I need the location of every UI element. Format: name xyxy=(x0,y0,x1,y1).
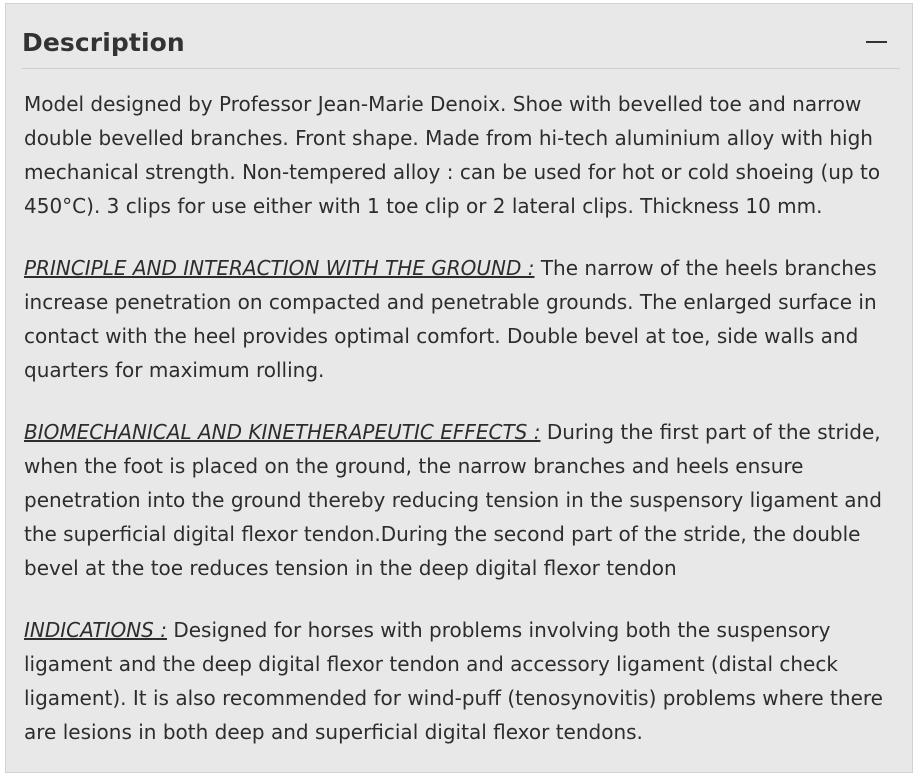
collapse-button[interactable] xyxy=(864,24,892,54)
paragraph-biomechanical xyxy=(24,415,894,585)
paragraph-text: The narrow of the heels branches increase penetration on compacted and penetrable grounds. The enlarged surface in contact with the heel provides optimal comfort. Double bevel at toe, side walls and quarters for maximum rolling. xyxy=(24,256,877,382)
paragraph-label: INDICATIONS : xyxy=(24,618,167,642)
description-title: Description xyxy=(22,28,185,57)
description-body xyxy=(6,69,912,749)
paragraph-text: Designed for horses with problems involving both the suspensory ligament and the deep digital flexor tendon and accessory ligament (distal check ligament). It is also recommended for wind-puff (tenosynovitis) problems where there are lesions in both deep and superficial digital flexor tendons. xyxy=(24,618,883,744)
paragraph-text: Model designed by Professor Jean-Marie Denoix. Shoe with bevelled toe and narrow double bevelled branches. Front shape. Made from hi-tech aluminium alloy with high mechanical strength. Non-tempered alloy : can be used for hot or cold shoeing (up to 450°C). 3 clips for use either with 1 toe clip or 2 lateral clips. Thickness 10 mm. xyxy=(24,92,881,218)
paragraph-principle xyxy=(24,251,894,387)
paragraph-label: BIOMECHANICAL AND KINETHERAPEUTIC EFFECTS : xyxy=(24,420,541,444)
description-header[interactable] xyxy=(22,4,900,69)
description-panel xyxy=(5,3,913,773)
minus-icon xyxy=(866,41,887,43)
paragraph-text: During the first part of the stride, when the foot is placed on the ground, the narrow branches and heels ensure penetration into the ground thereby reducing tension in the suspensory ligament and the superficial digital flexor tendon.During the second part of the stride, the double bevel at the toe reduces tension in the deep digital flexor tendon xyxy=(24,420,882,580)
paragraph-indications xyxy=(24,613,894,749)
paragraph-label: PRINCIPLE AND INTERACTION WITH THE GROUND : xyxy=(24,256,535,280)
paragraph-intro xyxy=(24,87,894,223)
